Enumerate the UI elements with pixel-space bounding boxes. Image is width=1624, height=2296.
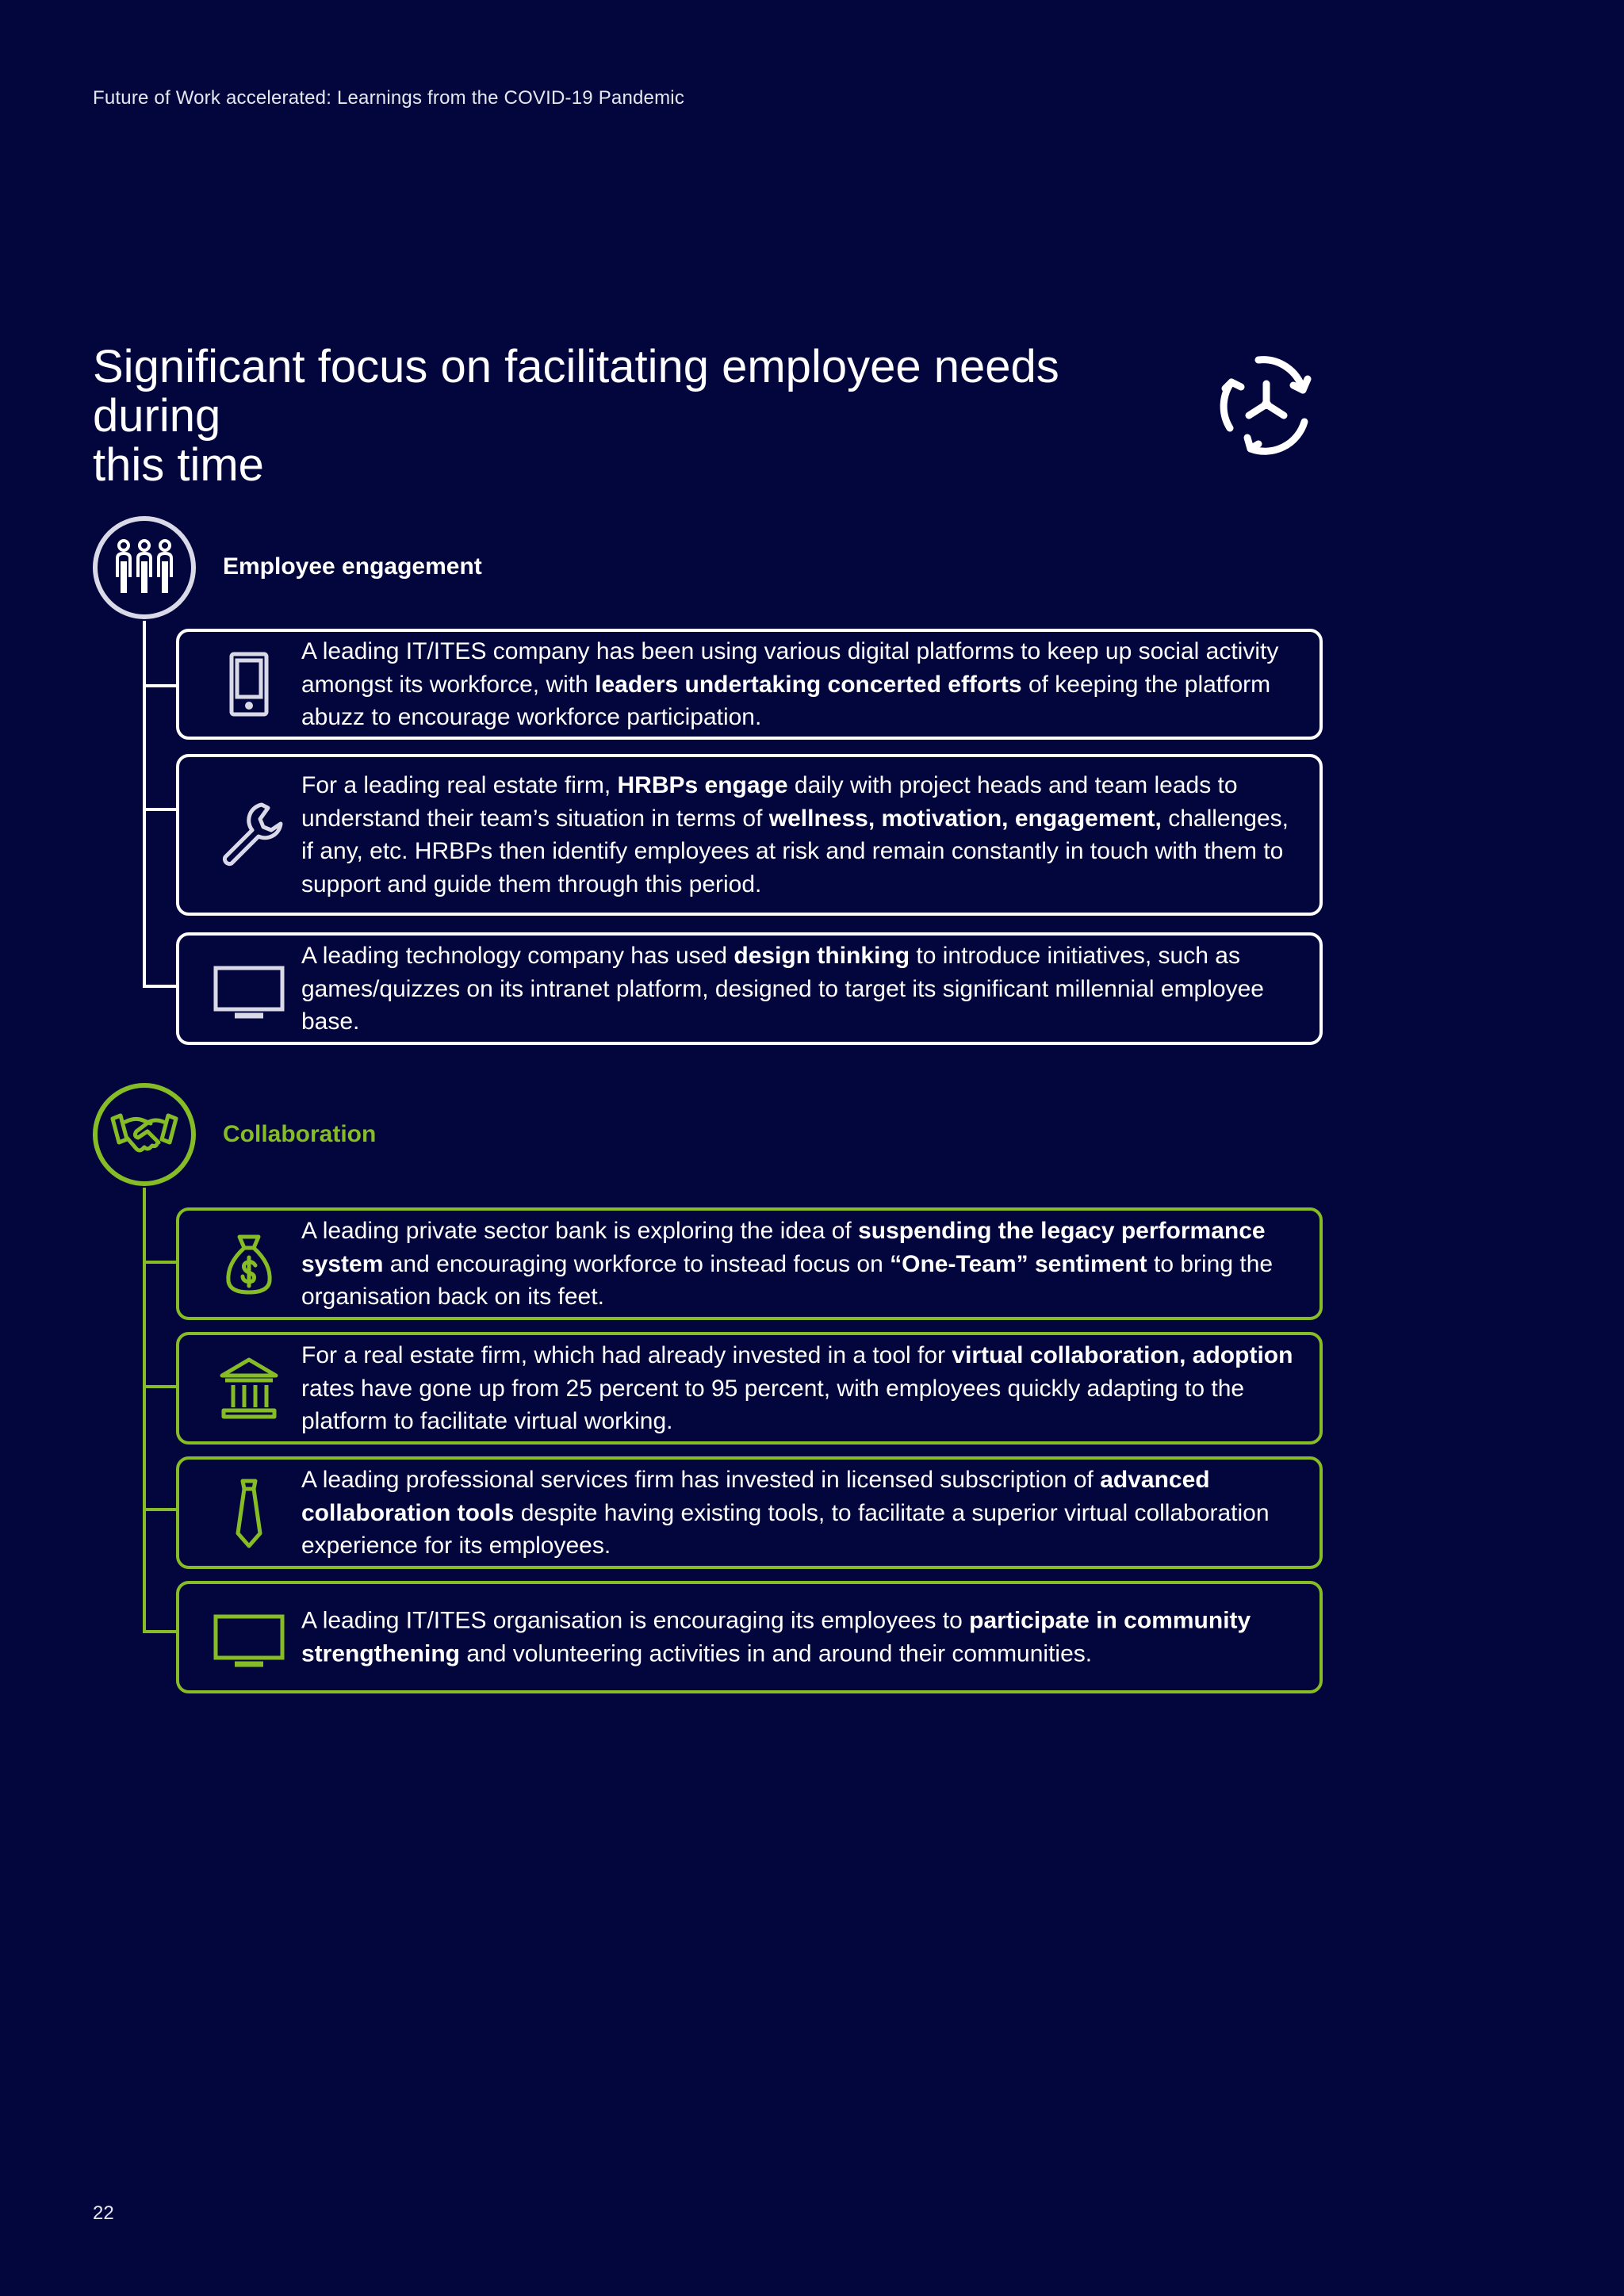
case-text: A leading IT/ITES company has been using various digital platforms to keep up social activity amongst its workforce, with leaders undertaking concerted efforts of keeping the platform abuzz to encourage workforce participation.	[301, 637, 1279, 730]
monitor-icon	[209, 1598, 289, 1677]
section-title: Collaboration	[223, 1121, 377, 1147]
case-text: For a leading real estate firm, HRBPs engage daily with project heads and team leads to understand their team’s situation in terms of wellness, motivation, engagement, challenges, if any, etc. HRBPs then identify employees at risk and remain constantly in touch with them to support and guide them through this period.	[301, 772, 1289, 897]
case-text: A leading professional services firm has invested in licensed subscription of advanced collaboration tools despite having existing tools, to facilitate a superior virtual collaboration experience for its employees.	[301, 1466, 1270, 1559]
case-text: A leading private sector bank is exploring the idea of suspending the legacy performance system and encouraging workforce to instead focus on “One-Team” sentiment to bring the organisation back on its feet.	[301, 1217, 1274, 1310]
connector-line	[143, 1188, 146, 1633]
case-card	[176, 1332, 1323, 1445]
connector-branch	[143, 1508, 176, 1511]
recycle-arrows-icon	[1217, 349, 1316, 460]
case-card	[176, 754, 1323, 916]
connector-branch	[143, 1385, 176, 1388]
case-text: A leading technology company has used design thinking to introduce initiatives, such as games/quizzes on its intranet platform, designed to target its significant millennial employee base.	[301, 942, 1264, 1035]
money-bag-icon	[209, 1224, 289, 1303]
case-card	[176, 932, 1323, 1045]
bank-building-icon	[209, 1349, 289, 1428]
page-title	[93, 342, 1187, 490]
case-card	[176, 1456, 1323, 1569]
case-card	[176, 1207, 1323, 1320]
connector-branch	[143, 985, 176, 988]
case-text: A leading IT/ITES organisation is encouraging its employees to participate in community strengthening and volunteering activities in and around their communities.	[301, 1607, 1251, 1667]
connector-line	[143, 621, 146, 988]
section-icon-circle	[93, 516, 196, 619]
wrench-icon	[209, 795, 289, 874]
section-icon-circle	[93, 1083, 196, 1186]
section-title: Employee engagement	[223, 553, 482, 580]
connector-branch	[143, 808, 176, 811]
page-number: 22	[93, 2202, 114, 2224]
tablet-icon	[209, 645, 289, 724]
connector-branch	[143, 1630, 176, 1633]
running-header: Future of Work accelerated: Learnings from the COVID-19 Pandemic	[93, 87, 685, 109]
connector-branch	[143, 684, 176, 687]
case-text: For a real estate firm, which had already invested in a tool for virtual collaboration, adoption rates have gone up from 25 percent to 95 percent, with employees quickly adapting to the platform to facilitate virtual working.	[301, 1341, 1293, 1434]
page-title-line-1: Significant focus on facilitating employee needs during	[93, 341, 1059, 442]
people-group-icon	[106, 530, 182, 606]
page-title-line-2: this time	[93, 439, 264, 491]
case-card	[176, 629, 1323, 740]
handshake-icon	[106, 1096, 182, 1173]
necktie-icon	[209, 1473, 289, 1552]
case-card	[176, 1581, 1323, 1693]
connector-branch	[143, 1261, 176, 1264]
monitor-icon	[209, 949, 289, 1028]
